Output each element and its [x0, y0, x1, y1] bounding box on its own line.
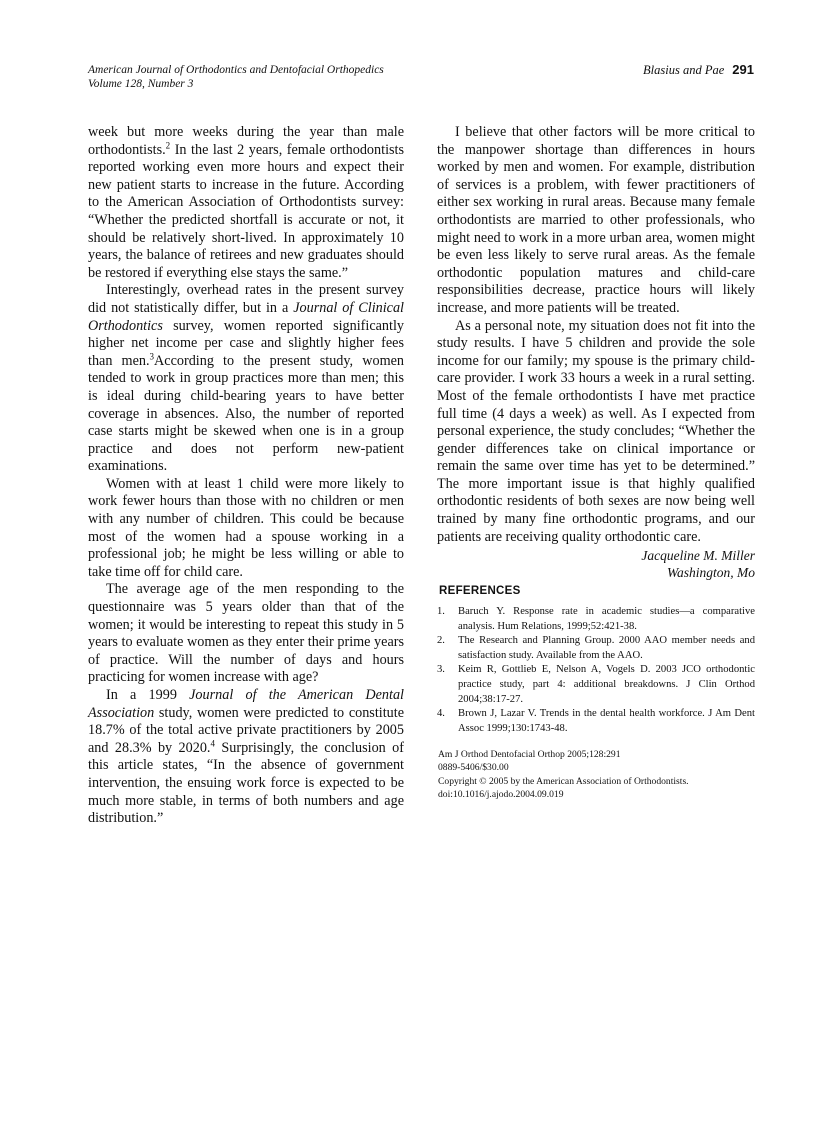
text: Interestingly, overhead rates in the present survey did not statistically differ, but in a: [88, 282, 404, 316]
citation-ref: 3: [149, 350, 155, 361]
citation-ref: 4: [210, 738, 215, 749]
running-header-journal: [88, 63, 384, 91]
reference-number: 4.: [437, 708, 445, 720]
right-column: [437, 124, 755, 581]
page-number: 291: [732, 62, 754, 77]
reference-item: [437, 605, 755, 634]
citation-ref: 2: [165, 139, 171, 150]
reference-text: Keim R, Gottlieb E, Nelson A, Vogels D. 2003 JCO orthodontic practice study, part 4: additional breakdowns. J Clin Orthod 2004;38:17-27.: [458, 664, 755, 705]
issn-line: 0889-5406/$30.00: [438, 762, 509, 774]
left-column: [88, 124, 404, 828]
paragraph: I believe that other factors will be more critical to the manpower shortage than differences in hours worked by men and women. For example, distribution of services is a problem, with fewer practitioners of either sex working in rural areas. Because many female orthodontists are married to other professionals, who might need to work in a more urban area, women might be even less likely to serve rural areas. As the female orthodontic population matures and child-care responsibilities decrease, practice hours will likely increase, and more patients will be treated.: [437, 124, 755, 316]
reference-item: [437, 634, 755, 663]
journal-title: American Journal of Orthodontics and Dentofacial Orthopedics: [88, 64, 384, 76]
reference-number: 2.: [437, 635, 445, 647]
reference-item: [437, 663, 755, 707]
signature: [437, 547, 755, 581]
signature-name: Jacqueline M. Miller: [641, 548, 755, 564]
citation-line: Am J Orthod Dentofacial Orthop 2005;128:291: [438, 749, 621, 760]
reference-number: 3.: [437, 664, 445, 676]
text: Surprisingly, the conclusion of this article states, “In the absence of government intervention, the ensuing work force is expected to be much more stable, in terms of both numbers and age distribution.”: [88, 739, 404, 827]
copyright-line: Copyright © 2005 by the American Association of Orthodontists.: [438, 775, 689, 787]
journal-name: Journal of the American Dental Association: [88, 687, 404, 721]
paragraph: [88, 124, 404, 282]
journal-name: Journal of Clinical Orthodontics: [88, 299, 404, 334]
text: week but more weeks during the year than male orthodontists.: [88, 124, 404, 158]
reference-text: Brown J, Lazar V. Trends in the dental health workforce. J Am Dent Assoc 1999;130:1743-48.: [458, 708, 755, 734]
text: survey, women reported significantly higher net income per case and slightly higher fees than men.: [88, 317, 404, 369]
doi-line: doi:10.1016/j.ajodo.2004.09.019: [438, 788, 564, 800]
paragraph: Women with at least 1 child were more likely to work fewer hours than those with no children or men with any number of children. This could be because most of the women had a spouse working in a professional job; he might be less willing or able to take time off for child care.: [88, 475, 404, 580]
running-header-right: [643, 62, 754, 78]
text: study, women were predicted to constitute 18.7% of the total active private practitioners by 2005 and 28.3% by 2020.: [88, 704, 404, 756]
signature-place: Washington, Mo: [666, 565, 755, 581]
reference-text: The Research and Planning Group. 2000 AAO member needs and satisfaction study. Available from the AAO.: [458, 635, 755, 661]
references-heading: REFERENCES: [439, 585, 521, 597]
paragraph: [88, 687, 404, 828]
paragraph: [88, 282, 404, 476]
paragraph: As a personal note, my situation does not fit into the study results. I have 5 children and provide the sole income for our family; my spouse is the primary child-care provider. I work 33 hours a week in a rural setting. Most of the female orthodontists I have met practice full time (4 days a week) as well. As I expected from personal experience, the study concludes; “Whether the gender differences take on clinical importance or remain the same over time has yet to be determined.” The more important issue is that highly qualified orthodontic residents of both sexes are now being well trained by many fine orthodontic programs, and our patients are receiving quality orthodontic care.: [437, 317, 755, 545]
journal-volume: Volume 128, Number 3: [88, 78, 194, 90]
references-section: [437, 585, 755, 736]
publication-footer: [438, 748, 689, 801]
text: According to the present study, women tended to work in group practices more than men; this is ideal during child-bearing years to have better coverage in absences. Also, the number of reported case starts might be skewed when one is in a group practice and does not perform new-patient examinations.: [88, 352, 404, 475]
reference-number: 1.: [437, 606, 445, 617]
text: In a 1999: [106, 687, 190, 703]
article-authors: Blasius and Pae: [643, 63, 725, 77]
reference-item: [437, 707, 755, 736]
references-list: [437, 605, 755, 736]
paragraph: The average age of the men responding to the questionnaire was 5 years older than that of the women; it would be interesting to repeat this study in 5 years to evaluate women as they enter their prime years of practice. Will the number of days and hours practicing for women increase with age?: [88, 581, 404, 686]
reference-text: Baruch Y. Response rate in academic studies—a comparative analysis. Hum Relations, 1999;52:421-38.: [458, 606, 755, 632]
text: In the last 2 years, female orthodontists reported working even more hours and expect their new patient starts to increase in the future. According to the American Association of Orthodontists survey: “Whether the predicted shortfall is accurate or not, it should be relatively short-lived. In approximately 10 years, the balance of retirees and new graduates should be restored if everything else stays the same.”: [88, 141, 404, 281]
